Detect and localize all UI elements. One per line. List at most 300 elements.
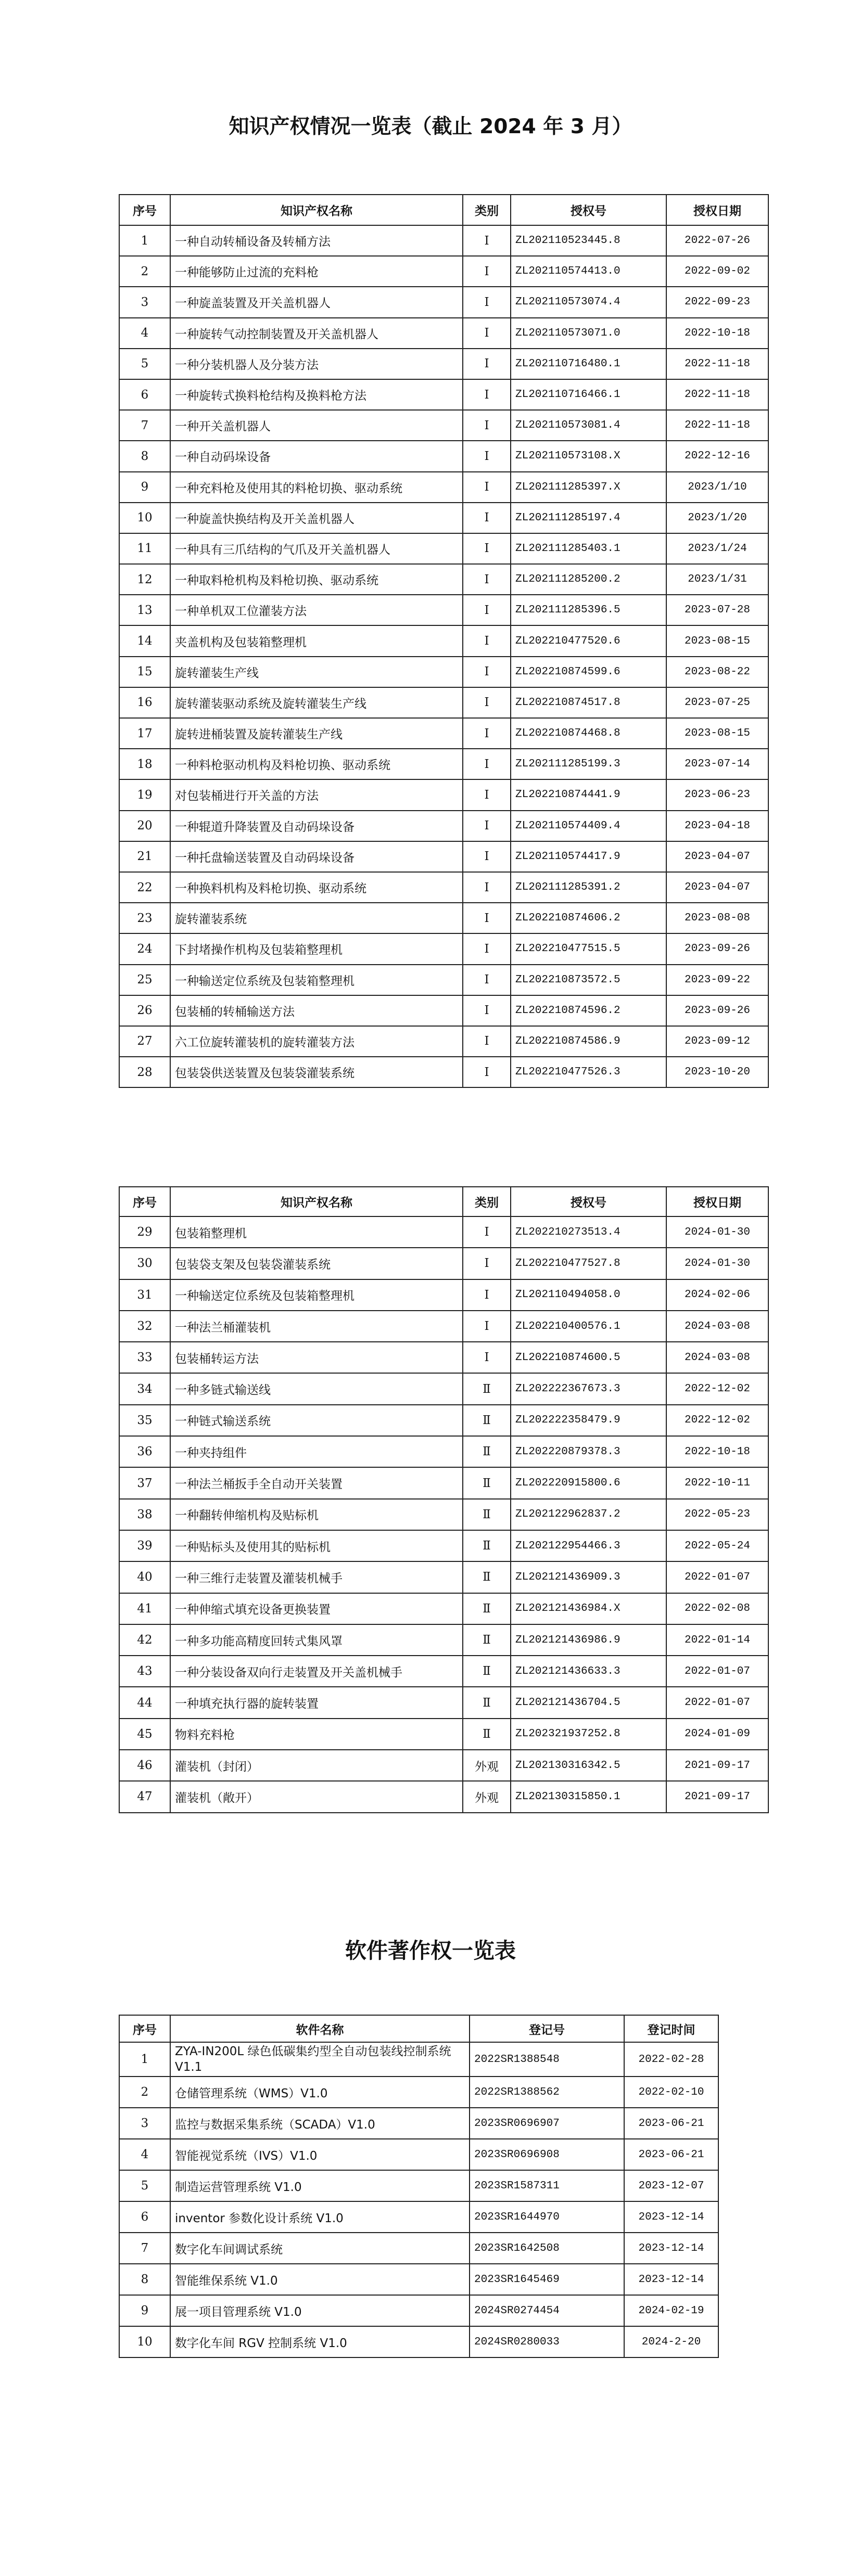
cell-ip-name: 物料充料枪 [170,1719,463,1750]
cell-registration-number: 2023SR0696907 [470,2108,624,2139]
cell-category: Ⅰ [463,687,511,718]
cell-ip-name: 一种贴标头及使用其的贴标机 [170,1530,463,1561]
header-registration-date: 登记时间 [624,2015,718,2042]
cell-ip-name: 一种输送定位系统及包装箱整理机 [170,1279,463,1311]
cell-grant-number: ZL202122954466.3 [511,1530,666,1561]
cell-software-name: 展一项目管理系统 V1.0 [170,2295,470,2326]
cell-registration-number: 2023SR1645469 [470,2264,624,2295]
table-row [119,779,768,810]
cell-category: Ⅱ [463,1656,511,1687]
cell-grant-number: ZL202210477527.8 [511,1248,666,1279]
cell-ip-name: 一种自动码垛设备 [170,441,463,471]
cell-serial: 10 [119,503,170,533]
table-row [119,1499,768,1530]
header-serial: 序号 [119,195,170,225]
cell-serial: 4 [119,2139,170,2170]
table-row [119,1624,768,1656]
cell-category: Ⅱ [463,1499,511,1530]
cell-ip-name: 一种法兰桶灌装机 [170,1311,463,1342]
cell-category: Ⅰ [463,410,511,441]
cell-serial: 20 [119,811,170,841]
table-row [119,2170,718,2201]
cell-category: Ⅰ [463,1342,511,1373]
cell-serial: 19 [119,779,170,810]
cell-grant-date: 2023/1/31 [666,564,768,595]
patent-table-part2 [119,1186,769,1813]
cell-registration-date: 2023-12-14 [624,2233,718,2264]
cell-serial: 17 [119,718,170,749]
table-row [119,1026,768,1057]
cell-serial: 1 [119,225,170,256]
cell-grant-date: 2023-08-08 [666,903,768,933]
table-header-row [119,2015,718,2042]
table-row [119,1781,768,1812]
table-row [119,687,768,718]
cell-serial: 38 [119,1499,170,1530]
table-row [119,965,768,995]
cell-grant-date: 2022-12-16 [666,441,768,471]
table-row [119,1248,768,1279]
table-row [119,2201,718,2233]
cell-category: Ⅱ [463,1593,511,1624]
cell-grant-date: 2022-02-08 [666,1593,768,1624]
patent-table-body [119,1216,768,1813]
cell-grant-number: ZL202210874600.5 [511,1342,666,1373]
table-row [119,657,768,687]
cell-category: Ⅰ [463,1057,511,1087]
cell-registration-date: 2024-2-20 [624,2326,718,2357]
header-ip-name: 知识产权名称 [170,195,463,225]
cell-serial: 35 [119,1405,170,1436]
cell-serial: 30 [119,1248,170,1279]
table-row [119,1687,768,1718]
table-row [119,503,768,533]
cell-ip-name: 一种三维行走装置及灌装机械手 [170,1561,463,1593]
cell-category: Ⅱ [463,1373,511,1404]
cell-serial: 2 [119,2077,170,2108]
cell-grant-date: 2022-01-14 [666,1624,768,1656]
cell-grant-date: 2023-07-25 [666,687,768,718]
cell-category: Ⅰ [463,1026,511,1057]
cell-category: Ⅱ [463,1530,511,1561]
cell-grant-date: 2022-12-02 [666,1405,768,1436]
cell-grant-date: 2023-04-07 [666,841,768,872]
cell-grant-number: ZL202210874586.9 [511,1026,666,1057]
cell-grant-number: ZL202110523445.8 [511,225,666,256]
cell-ip-name: 六工位旋转灌装机的旋转灌装方法 [170,1026,463,1057]
cell-grant-date: 2024-03-08 [666,1342,768,1373]
cell-grant-date: 2022-09-23 [666,287,768,317]
table-row [119,2233,718,2264]
cell-serial: 21 [119,841,170,872]
cell-grant-date: 2024-01-30 [666,1216,768,1248]
cell-serial: 40 [119,1561,170,1593]
table-row [119,749,768,779]
cell-grant-date: 2022-09-02 [666,256,768,287]
table-row [119,933,768,964]
cell-grant-number: ZL202121436633.3 [511,1656,666,1687]
cell-grant-date: 2023-10-20 [666,1057,768,1087]
cell-category: Ⅰ [463,872,511,903]
cell-ip-name: 一种辊道升降装置及自动码垛设备 [170,811,463,841]
cell-category: Ⅰ [463,1248,511,1279]
cell-ip-name: 一种充料枪及使用其的料枪切换、驱动系统 [170,472,463,503]
header-grant-date: 授权日期 [666,195,768,225]
cell-grant-number: ZL202111285403.1 [511,533,666,564]
table-row [119,256,768,287]
cell-category: Ⅰ [463,533,511,564]
cell-category: Ⅰ [463,1279,511,1311]
cell-serial: 16 [119,687,170,718]
cell-grant-number: ZL202121436986.9 [511,1624,666,1656]
cell-ip-name: 一种旋盖装置及开关盖机器人 [170,287,463,317]
cell-serial: 37 [119,1467,170,1498]
cell-grant-date: 2022-11-18 [666,349,768,379]
cell-serial: 8 [119,2264,170,2295]
cell-grant-date: 2023-04-18 [666,811,768,841]
table-row [119,225,768,256]
cell-grant-number: ZL202210874599.6 [511,657,666,687]
cell-grant-date: 2023/1/20 [666,503,768,533]
cell-category: Ⅰ [463,256,511,287]
cell-grant-date: 2024-03-08 [666,1311,768,1342]
patent-table-body [119,225,768,1087]
cell-ip-name: 一种料枪驱动机构及料枪切换、驱动系统 [170,749,463,779]
cell-ip-name: 下封堵操作机构及包装箱整理机 [170,933,463,964]
cell-category: Ⅰ [463,749,511,779]
table-row [119,1467,768,1498]
table-row [119,1216,768,1248]
cell-ip-name: 一种单机双工位灌装方法 [170,595,463,625]
cell-grant-number: ZL202220879378.3 [511,1436,666,1467]
table-row [119,287,768,317]
table-row [119,1719,768,1750]
cell-category: Ⅱ [463,1719,511,1750]
cell-serial: 2 [119,256,170,287]
cell-ip-name: 一种旋转气动控制装置及开关盖机器人 [170,318,463,349]
cell-grant-number: ZL202121436984.X [511,1593,666,1624]
cell-grant-number: ZL202210400576.1 [511,1311,666,1342]
software-copyright-table [119,2015,719,2358]
cell-ip-name: 包装桶的转桶输送方法 [170,995,463,1026]
table-row [119,1436,768,1467]
cell-registration-date: 2024-02-19 [624,2295,718,2326]
table-row [119,625,768,656]
cell-grant-date: 2023-09-26 [666,995,768,1026]
table-row [119,2295,718,2326]
cell-category: Ⅰ [463,318,511,349]
table-header-row [119,195,768,225]
table-row [119,410,768,441]
table-row [119,903,768,933]
cell-grant-number: ZL202110494058.0 [511,1279,666,1311]
cell-grant-date: 2023-07-14 [666,749,768,779]
cell-serial: 15 [119,657,170,687]
cell-grant-number: ZL202210874468.8 [511,718,666,749]
table-row [119,441,768,471]
cell-registration-number: 2023SR1642508 [470,2233,624,2264]
cell-grant-number: ZL202321937252.8 [511,1719,666,1750]
cell-registration-number: 2023SR0696908 [470,2139,624,2170]
cell-serial: 4 [119,318,170,349]
cell-ip-name: 一种取料枪机构及料枪切换、驱动系统 [170,564,463,595]
cell-category: Ⅰ [463,441,511,471]
patent-table-title: 知识产权情况一览表（截止 2024 年 3 月） [229,115,632,138]
cell-ip-name: 旋转灌装驱动系统及旋转灌装生产线 [170,687,463,718]
table-row [119,349,768,379]
cell-serial: 3 [119,2108,170,2139]
cell-serial: 3 [119,287,170,317]
cell-registration-date: 2023-06-21 [624,2139,718,2170]
cell-category: Ⅰ [463,1311,511,1342]
cell-grant-number: ZL202111285397.X [511,472,666,503]
cell-grant-date: 2022-07-26 [666,225,768,256]
table-row [119,1530,768,1561]
cell-ip-name: 一种法兰桶扳手全自动开关装置 [170,1467,463,1498]
cell-category: 外观 [463,1750,511,1781]
cell-software-name: inventor 参数化设计系统 V1.0 [170,2201,470,2233]
cell-serial: 7 [119,410,170,441]
cell-software-name: 制造运营管理系统 V1.0 [170,2170,470,2201]
cell-serial: 41 [119,1593,170,1624]
cell-grant-number: ZL202222358479.9 [511,1405,666,1436]
cell-ip-name: 包装袋支架及包装袋灌装系统 [170,1248,463,1279]
table-row [119,995,768,1026]
cell-grant-number: ZL202111285197.4 [511,503,666,533]
cell-category: Ⅱ [463,1624,511,1656]
cell-software-name: 数字化车间调试系统 [170,2233,470,2264]
cell-category: Ⅱ [463,1687,511,1718]
cell-category: Ⅰ [463,718,511,749]
cell-grant-number: ZL202210874441.9 [511,779,666,810]
cell-grant-date: 2022-01-07 [666,1656,768,1687]
header-software-name: 软件名称 [170,2015,470,2042]
cell-grant-date: 2023-07-28 [666,595,768,625]
cell-grant-date: 2022-11-18 [666,379,768,410]
cell-grant-number: ZL202210873572.5 [511,965,666,995]
cell-grant-date: 2023/1/10 [666,472,768,503]
header-serial: 序号 [119,2015,170,2042]
cell-serial: 9 [119,472,170,503]
cell-category: Ⅱ [463,1436,511,1467]
table-row [119,1656,768,1687]
cell-grant-date: 2022-11-18 [666,410,768,441]
cell-grant-date: 2022-05-24 [666,1530,768,1561]
cell-category: Ⅰ [463,503,511,533]
cell-serial: 46 [119,1750,170,1781]
cell-grant-date: 2023/1/24 [666,533,768,564]
table-row [119,872,768,903]
cell-category: Ⅰ [463,841,511,872]
cell-ip-name: 旋转灌装系统 [170,903,463,933]
table-row [119,1593,768,1624]
cell-grant-date: 2023-08-22 [666,657,768,687]
cell-serial: 34 [119,1373,170,1404]
cell-grant-date: 2022-10-18 [666,318,768,349]
cell-ip-name: 一种输送定位系统及包装箱整理机 [170,965,463,995]
cell-serial: 43 [119,1656,170,1687]
header-category: 类别 [463,195,511,225]
cell-grant-number: ZL202210273513.4 [511,1216,666,1248]
cell-grant-number: ZL202111285200.2 [511,564,666,595]
cell-category: Ⅰ [463,225,511,256]
cell-ip-name: 一种链式输送系统 [170,1405,463,1436]
cell-ip-name: 包装箱整理机 [170,1216,463,1248]
cell-ip-name: 一种换料机构及料枪切换、驱动系统 [170,872,463,903]
cell-serial: 13 [119,595,170,625]
cell-serial: 42 [119,1624,170,1656]
cell-registration-date: 2023-06-21 [624,2108,718,2139]
cell-grant-date: 2022-01-07 [666,1561,768,1593]
cell-serial: 45 [119,1719,170,1750]
cell-software-name: ZYA-IN200L 绿色低碳集约型全自动包装线控制系统 V1.1 [170,2042,470,2077]
cell-ip-name: 旋转进桶装置及旋转灌装生产线 [170,718,463,749]
cell-serial: 26 [119,995,170,1026]
cell-registration-date: 2023-12-14 [624,2264,718,2295]
header-serial: 序号 [119,1187,170,1216]
cell-software-name: 智能视觉系统（IVS）V1.0 [170,2139,470,2170]
cell-ip-name: 夹盖机构及包装箱整理机 [170,625,463,656]
cell-serial: 25 [119,965,170,995]
table-row [119,2108,718,2139]
cell-grant-number: ZL202210874517.8 [511,687,666,718]
cell-grant-number: ZL202110573081.4 [511,410,666,441]
table-row [119,1311,768,1342]
header-grant-number: 授权号 [511,195,666,225]
cell-grant-number: ZL202210874606.2 [511,903,666,933]
cell-serial: 9 [119,2295,170,2326]
cell-serial: 22 [119,872,170,903]
patent-table-part1 [119,194,769,1088]
table-row [119,564,768,595]
cell-grant-number: ZL202121436704.5 [511,1687,666,1718]
table-row [119,1561,768,1593]
cell-ip-name: 包装袋供送装置及包装袋灌装系统 [170,1057,463,1087]
cell-grant-date: 2024-01-09 [666,1719,768,1750]
cell-serial: 11 [119,533,170,564]
cell-registration-date: 2022-02-10 [624,2077,718,2108]
cell-ip-name: 一种托盘输送装置及自动码垛设备 [170,841,463,872]
cell-grant-date: 2021-09-17 [666,1781,768,1812]
cell-category: Ⅰ [463,811,511,841]
cell-registration-number: 2023SR1587311 [470,2170,624,2201]
cell-ip-name: 一种夹持组件 [170,1436,463,1467]
cell-serial: 33 [119,1342,170,1373]
table-row [119,841,768,872]
cell-serial: 1 [119,2042,170,2077]
cell-ip-name: 灌装机（敞开） [170,1781,463,1812]
cell-category: Ⅰ [463,933,511,964]
table-row [119,1342,768,1373]
cell-category: Ⅰ [463,779,511,810]
table-row [119,1750,768,1781]
table-row [119,2077,718,2108]
cell-ip-name: 一种翻转伸缩机构及贴标机 [170,1499,463,1530]
table-row [119,1057,768,1087]
cell-category: Ⅰ [463,564,511,595]
cell-serial: 5 [119,349,170,379]
table-row [119,595,768,625]
cell-grant-date: 2023-09-12 [666,1026,768,1057]
cell-serial: 47 [119,1781,170,1812]
cell-serial: 39 [119,1530,170,1561]
table-row [119,1405,768,1436]
cell-grant-number: ZL202110573108.X [511,441,666,471]
cell-serial: 8 [119,441,170,471]
cell-grant-number: ZL202111285199.3 [511,749,666,779]
cell-grant-date: 2023-09-22 [666,965,768,995]
table-row [119,2264,718,2295]
cell-software-name: 智能维保系统 V1.0 [170,2264,470,2295]
cell-grant-number: ZL202122962837.2 [511,1499,666,1530]
cell-software-name: 数字化车间 RGV 控制系统 V1.0 [170,2326,470,2357]
cell-category: Ⅰ [463,965,511,995]
cell-category: Ⅰ [463,903,511,933]
cell-grant-number: ZL202110716480.1 [511,349,666,379]
table-row [119,811,768,841]
cell-grant-number: ZL202110573071.0 [511,318,666,349]
cell-grant-date: 2023-08-15 [666,625,768,656]
cell-grant-number: ZL202111285391.2 [511,872,666,903]
cell-grant-date: 2022-10-11 [666,1467,768,1498]
cell-serial: 27 [119,1026,170,1057]
cell-grant-date: 2023-09-26 [666,933,768,964]
cell-software-name: 仓储管理系统（WMS）V1.0 [170,2077,470,2108]
cell-registration-date: 2022-02-28 [624,2042,718,2077]
cell-grant-date: 2024-01-30 [666,1248,768,1279]
cell-category: Ⅰ [463,349,511,379]
cell-serial: 32 [119,1311,170,1342]
cell-serial: 18 [119,749,170,779]
cell-ip-name: 一种能够防止过流的充料枪 [170,256,463,287]
cell-grant-number: ZL202210477526.3 [511,1057,666,1087]
cell-serial: 5 [119,2170,170,2201]
cell-ip-name: 对包装桶进行开关盖的方法 [170,779,463,810]
cell-category: Ⅰ [463,657,511,687]
header-registration-number: 登记号 [470,2015,624,2042]
cell-grant-number: ZL202111285396.5 [511,595,666,625]
cell-serial: 6 [119,2201,170,2233]
cell-grant-number: ZL202130315850.1 [511,1781,666,1812]
cell-grant-number: ZL202110574413.0 [511,256,666,287]
software-table-title: 软件著作权一览表 [345,1938,516,1963]
cell-serial: 7 [119,2233,170,2264]
cell-ip-name: 一种自动转桶设备及转桶方法 [170,225,463,256]
cell-grant-number: ZL202210477515.5 [511,933,666,964]
cell-serial: 31 [119,1279,170,1311]
table-row [119,2042,718,2077]
cell-ip-name: 灌装机（封闭） [170,1750,463,1781]
software-table-body [119,2042,718,2357]
cell-serial: 28 [119,1057,170,1087]
cell-grant-date: 2021-09-17 [666,1750,768,1781]
cell-grant-number: ZL202110573074.4 [511,287,666,317]
table-row [119,379,768,410]
cell-registration-date: 2023-12-14 [624,2201,718,2233]
cell-grant-date: 2023-08-15 [666,718,768,749]
cell-ip-name: 旋转灌装生产线 [170,657,463,687]
cell-category: Ⅰ [463,1216,511,1248]
cell-grant-number: ZL202110574417.9 [511,841,666,872]
cell-ip-name: 一种分装机器人及分装方法 [170,349,463,379]
table-row [119,2139,718,2170]
cell-grant-number: ZL202220915800.6 [511,1467,666,1498]
header-category: 类别 [463,1187,511,1216]
cell-category: Ⅰ [463,595,511,625]
cell-category: Ⅰ [463,287,511,317]
table-row [119,718,768,749]
cell-grant-date: 2024-02-06 [666,1279,768,1311]
